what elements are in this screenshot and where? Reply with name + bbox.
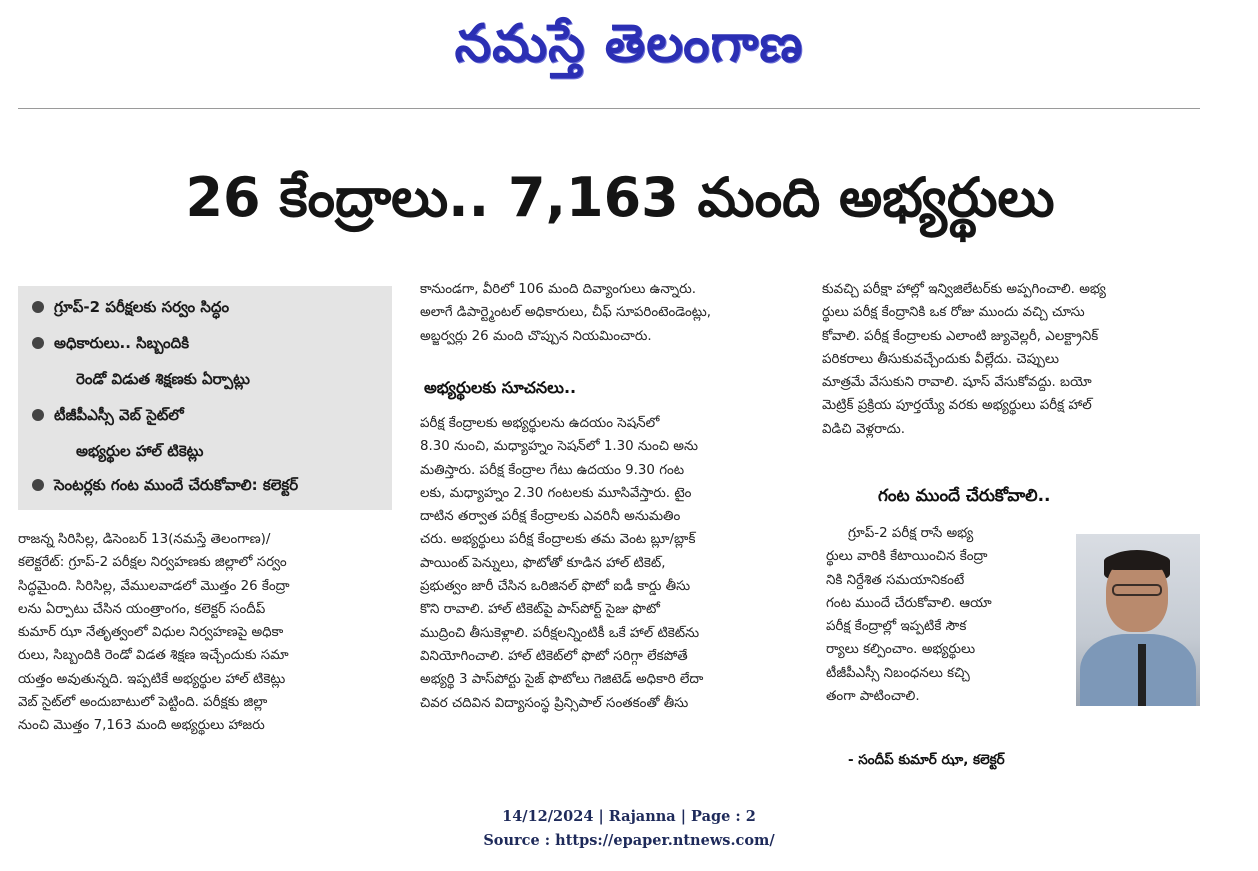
- text-line: మెట్రిక్ ప్రక్రియ పూర్తయ్యే వరకు అభ్యర్థులు పరీక్ష హాల్: [822, 398, 1092, 414]
- text-line: మాత్రమే వేసుకుని రావాలి. షూస్ వేసుకోవద్దు. బయో: [822, 375, 1092, 391]
- bullet-icon: [32, 301, 44, 313]
- column-2-top: [420, 278, 804, 348]
- summary-line: టీజీపీఎస్సీ వెబ్ సైట్‌లో: [54, 406, 184, 424]
- text-line: అలాగే డిపార్ట్మెంటల్ అధికారులు, చీఫ్ సూపరింటెండెంట్లు,: [420, 305, 712, 321]
- column-2-body: [420, 412, 804, 715]
- summary-item: [32, 334, 189, 356]
- text-line: చివర చదివిన విద్యాసంస్థ ప్రిన్సిపాల్ సంతకంతో తీసు: [420, 695, 689, 711]
- text-line: 8.30 నుంచి, మధ్యాహ్నం సెషన్‌లో 1.30 నుంచి అను: [420, 439, 699, 455]
- collector-quote: [826, 522, 1070, 708]
- text-line: సిద్ధమైంది. సిరిసిల్ల, వేములవాడలో మొత్తం 26 కేంద్రా: [18, 578, 290, 594]
- text-line: కొని రావాలి. హాల్ టికెట్‌పై పాస్‌పోర్ట్ సైజు ఫొటో: [420, 602, 660, 618]
- text-line: మతిస్తారు. పరీక్ష కేంద్రాల గేటు ఉదయం 9.30 గంట: [420, 462, 685, 478]
- photo-microphone: [1138, 644, 1146, 706]
- text-line: పరీక్ష కేంద్రాలకు అభ్యర్థులను ఉదయం సెషన్‌లో: [420, 416, 660, 431]
- text-line: అభ్యర్థి 3 పాస్‌పోర్టు సైజ్ ఫొటోలు గెజిటెడ్ అధికారి లేదా: [420, 672, 704, 688]
- headline: 26 కేంద్రాలు.. 7,163 మంది అభ్యర్థులు: [185, 166, 1055, 229]
- text-line: గంట ముందే చేరుకోవాలి. ఆయా: [826, 595, 992, 611]
- summary-item: [32, 406, 184, 428]
- text-line: నుంచి మొత్తం 7,163 మంది అభ్యర్థులు హాజరు: [18, 718, 265, 734]
- bullet-icon: [32, 337, 44, 349]
- collector-photo: [1076, 534, 1200, 706]
- masthead-divider: [18, 108, 1200, 109]
- text-line: రాజన్న సిరిసిల్ల, డిసెంబర్ 13(నమస్తే తెలంగాణ)/: [18, 532, 271, 547]
- text-line: రులు, సిబ్బందికి రెండో విడత శిక్షణ ఇచ్చేందుకు సమా: [18, 648, 289, 664]
- text-line: ర్థులు వారికి కేటాయించిన కేంద్రా: [826, 549, 988, 565]
- column-1-body: [18, 528, 394, 738]
- text-line: తంగా పాటించాలి.: [826, 689, 920, 705]
- text-line: కుమార్ ఝా నేతృత్వంలో విధుల నిర్వహణపై అధికా: [18, 625, 284, 641]
- text-line: లకు, మధ్యాహ్నం 2.30 గంటలకు మూసివేస్తారు. టైం: [420, 485, 692, 501]
- text-line: కానుండగా, వీరిలో 106 మంది దివ్యాంగులు ఉన్నారు.: [420, 282, 697, 297]
- text-line: విడిచి వెళ్లరాదు.: [822, 421, 905, 437]
- summary-line: రెండో విడుత శిక్షణకు ఏర్పాట్లు: [76, 370, 250, 388]
- summary-box: [18, 286, 392, 510]
- footer-edition-info: 14/12/2024 | Rajanna | Page : 2: [502, 808, 756, 825]
- text-line: కోవాలి. పరీక్ష కేంద్రాలకు ఎలాంటి జ్యువెల్లరీ, ఎలక్ట్రానిక్: [822, 328, 1099, 344]
- text-line: చరు. అభ్యర్థులు పరీక్ష కేంద్రాలకు తమ వెంట బ్లూ/బ్లాక్: [420, 532, 696, 548]
- summary-line: సెంటర్లకు గంట ముందే చేరుకోవాలి: కలెక్టర్: [54, 476, 299, 494]
- text-line: పరీక్ష కేంద్రాల్లో ఇప్పటికే సౌక: [826, 619, 967, 635]
- text-line: యత్తం అవుతున్నది. ఇప్పటికే అభ్యర్థుల హాల్ టికెట్లు: [18, 671, 286, 687]
- summary-item: [32, 298, 229, 320]
- text-line: నికి నిర్దేశిత సమయానికంటే: [826, 572, 965, 588]
- summary-item-continued: [54, 370, 250, 392]
- text-line: టీజీపీఎస్సీ నిబంధనలు కచ్చి: [826, 665, 970, 681]
- text-line: వెబ్ సైట్‌లో అందుబాటులో పెట్టింది. పరీక్షకు జిల్లా: [18, 695, 268, 711]
- summary-line: అధికారులు.. సిబ్బందికి: [54, 334, 190, 352]
- text-line: కలెక్టరేట్: గ్రూప్-2 పరీక్షల నిర్వహణకు జిల్లాలో సర్వం: [18, 555, 287, 571]
- text-line: అబ్జర్వర్లు 26 మంది చొప్పున నియమించారు.: [420, 328, 652, 344]
- subheading-reach-early: గంట ముందే చేరుకోవాలి..: [878, 486, 1051, 506]
- quote-attribution: - సందీప్ కుమార్ ఝా, కలెక్టర్: [848, 752, 1005, 768]
- bullet-icon: [32, 409, 44, 421]
- summary-line: గ్రూప్-2 పరీక్షలకు సర్వం సిద్ధం: [54, 298, 230, 316]
- photo-hairline: [1104, 552, 1170, 570]
- text-line: ప్రభుత్వం జారీ చేసిన ఒరిజినల్ ఫొటో ఐడీ కార్డు తీసు: [420, 579, 691, 595]
- summary-line: అభ్యర్థుల హాల్ టికెట్లు: [76, 442, 204, 460]
- text-line: ర్థులు పరీక్ష కేంద్రానికి ఒక రోజు ముందు వచ్చి చూసు: [822, 305, 1085, 321]
- bullet-icon: [32, 479, 44, 491]
- text-line: గ్రూప్-2 పరీక్ష రాసే అభ్య: [848, 526, 974, 541]
- text-line: ముద్రించి తీసుకెళ్లాలి. పరీక్షలన్నింటికీ ఒకే హాల్ టికెట్‌ను: [420, 625, 700, 641]
- masthead: [0, 6, 1258, 86]
- masthead-logo: నమస్తే తెలంగాణ: [454, 14, 804, 74]
- footer-source: Source : https://epaper.ntnews.com/: [483, 832, 775, 849]
- text-line: లను ఏర్పాటు చేసిన యంత్రాంగం, కలెక్టర్ సందీప్: [18, 601, 266, 617]
- column-3-top: [822, 278, 1202, 441]
- subheading-instructions: అభ్యర్థులకు సూచనలు..: [424, 378, 577, 397]
- photo-glasses: [1112, 584, 1162, 596]
- text-line: వినియోగించాలి. హాల్ టికెట్‌లో ఫొటో సరిగ్గా లేకపోతే: [420, 648, 688, 664]
- text-line: పాయింట్ పెన్నులు, ఫొటోతో కూడిన హాల్ టికెట్,: [420, 555, 666, 571]
- text-line: పరికరాలు తీసుకువచ్చేందుకు వీల్లేదు. చెప్పులు: [822, 351, 1060, 367]
- summary-item-continued: [54, 442, 203, 464]
- text-line: కువచ్చి పరీక్షా హాల్లో ఇన్విజిలేటర్‌కు అప్పగించాలి. అభ్య: [822, 282, 1106, 297]
- text-line: దాటిన తర్వాత పరీక్ష కేంద్రాలకు ఎవరినీ అనుమతిం: [420, 509, 681, 525]
- text-line: ర్యాలు కల్పించాం. అభ్యర్థులు: [826, 642, 976, 658]
- summary-item: [32, 476, 298, 498]
